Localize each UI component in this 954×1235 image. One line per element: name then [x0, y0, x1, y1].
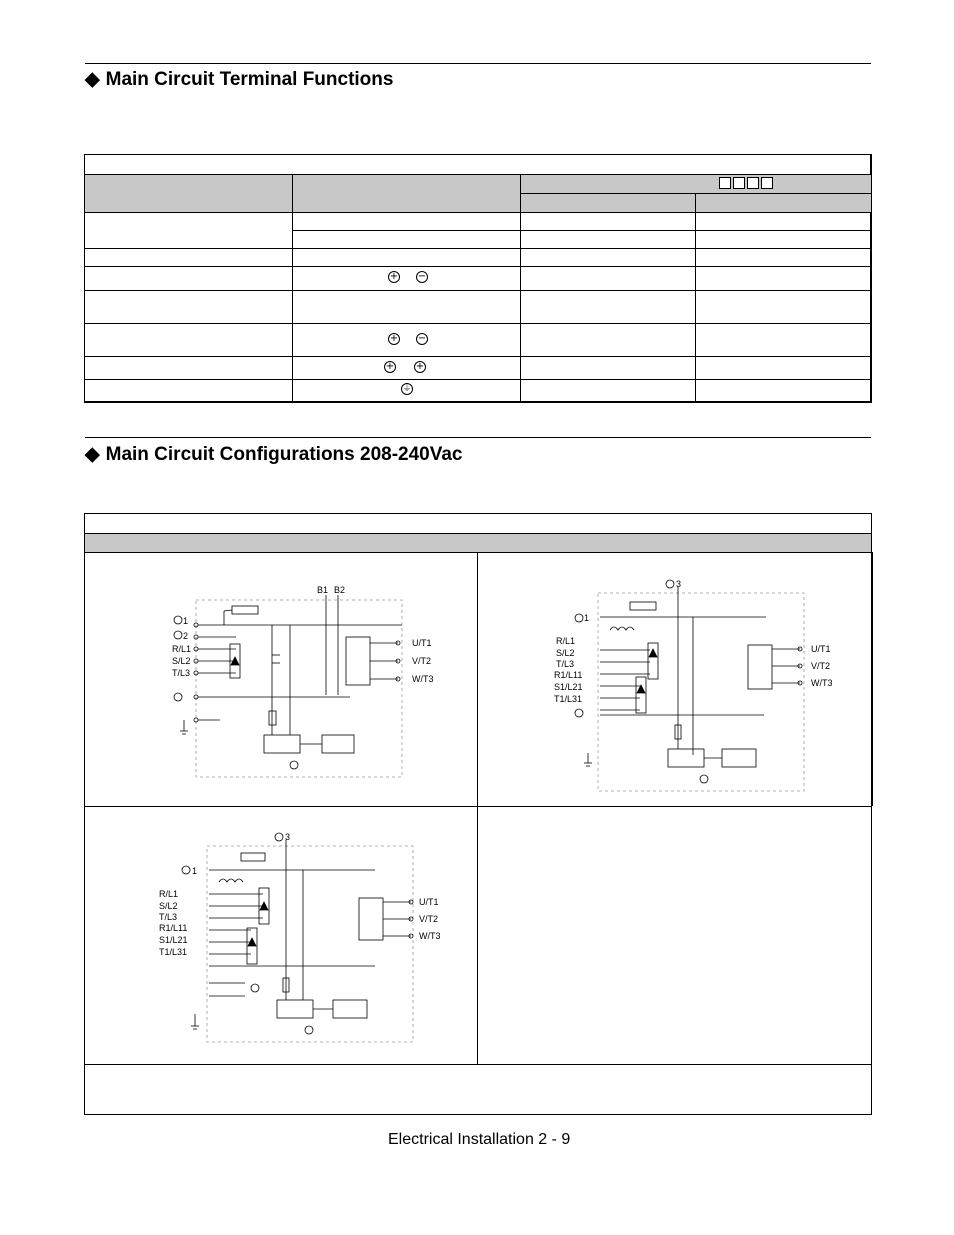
- u-terminal-label: U/T1: [412, 638, 432, 648]
- circuit-diagram-2: [550, 575, 850, 795]
- diamond-bullet-icon: ◆: [85, 69, 100, 90]
- svg-text:T1/L31: T1/L31: [159, 947, 188, 957]
- svg-text:R1/L11: R1/L11: [159, 923, 188, 933]
- plus-terminal-icon: +: [415, 361, 425, 372]
- svg-text:S/L2: S/L2: [556, 648, 575, 658]
- svg-text:W/T3: W/T3: [811, 678, 833, 688]
- minus-terminal-icon: −: [417, 271, 427, 282]
- svg-text:W/T3: W/T3: [419, 931, 441, 941]
- svg-text:2: 2: [183, 631, 189, 641]
- w-terminal-label: W/T3: [412, 674, 434, 684]
- section-heading-terminal-functions: [85, 68, 393, 91]
- svg-text:3: 3: [285, 832, 291, 842]
- svg-text:T/L3: T/L3: [159, 912, 178, 922]
- svg-text:T1/L31: T1/L31: [554, 694, 583, 704]
- svg-text:R/L1: R/L1: [159, 889, 179, 899]
- plus-terminal-icon: +: [385, 361, 395, 372]
- ground-terminal-icon: ⏚: [402, 384, 412, 394]
- plus-terminal-icon: +: [389, 333, 399, 344]
- svg-text:T/L3: T/L3: [556, 659, 575, 669]
- config-header-band: [85, 534, 871, 552]
- plus-terminal-icon: +: [389, 271, 399, 282]
- page-footer: Electrical Installation 2 - 9: [388, 1131, 571, 1148]
- minus-terminal-icon: −: [417, 333, 427, 344]
- svg-text:V/T2: V/T2: [419, 914, 439, 924]
- svg-text:R/L1: R/L1: [556, 636, 576, 646]
- top-rule: [85, 63, 871, 64]
- r-terminal-label: R/L1: [172, 644, 192, 654]
- s-terminal-label: S/L2: [172, 656, 191, 666]
- diamond-bullet-icon: ◆: [85, 444, 100, 465]
- section-title: Main Circuit Configurations 208-240Vac: [105, 444, 463, 465]
- svg-text:1: 1: [584, 613, 590, 623]
- t-terminal-label: T/L3: [172, 668, 191, 678]
- svg-text:3: 3: [676, 579, 682, 589]
- b1-label: B1: [317, 585, 329, 595]
- svg-text:1: 1: [183, 616, 189, 626]
- svg-text:U/T1: U/T1: [811, 644, 831, 654]
- v-terminal-label: V/T2: [412, 656, 432, 666]
- mid-rule: [85, 437, 871, 438]
- circuit-diagram-1: [160, 575, 460, 785]
- svg-text:S/L2: S/L2: [159, 901, 178, 911]
- svg-text:1: 1: [192, 866, 198, 876]
- svg-text:S1/L21: S1/L21: [159, 935, 188, 945]
- model-number-squares: [717, 176, 773, 194]
- section-title: Main Circuit Terminal Functions: [105, 69, 394, 90]
- svg-text:S1/L21: S1/L21: [554, 682, 583, 692]
- section-heading-configurations: [85, 443, 463, 466]
- b2-label: B2: [334, 585, 346, 595]
- circuit-diagram-3: [155, 828, 455, 1053]
- svg-text:U/T1: U/T1: [419, 897, 439, 907]
- svg-text:V/T2: V/T2: [811, 661, 831, 671]
- svg-text:R1/L11: R1/L11: [554, 670, 583, 680]
